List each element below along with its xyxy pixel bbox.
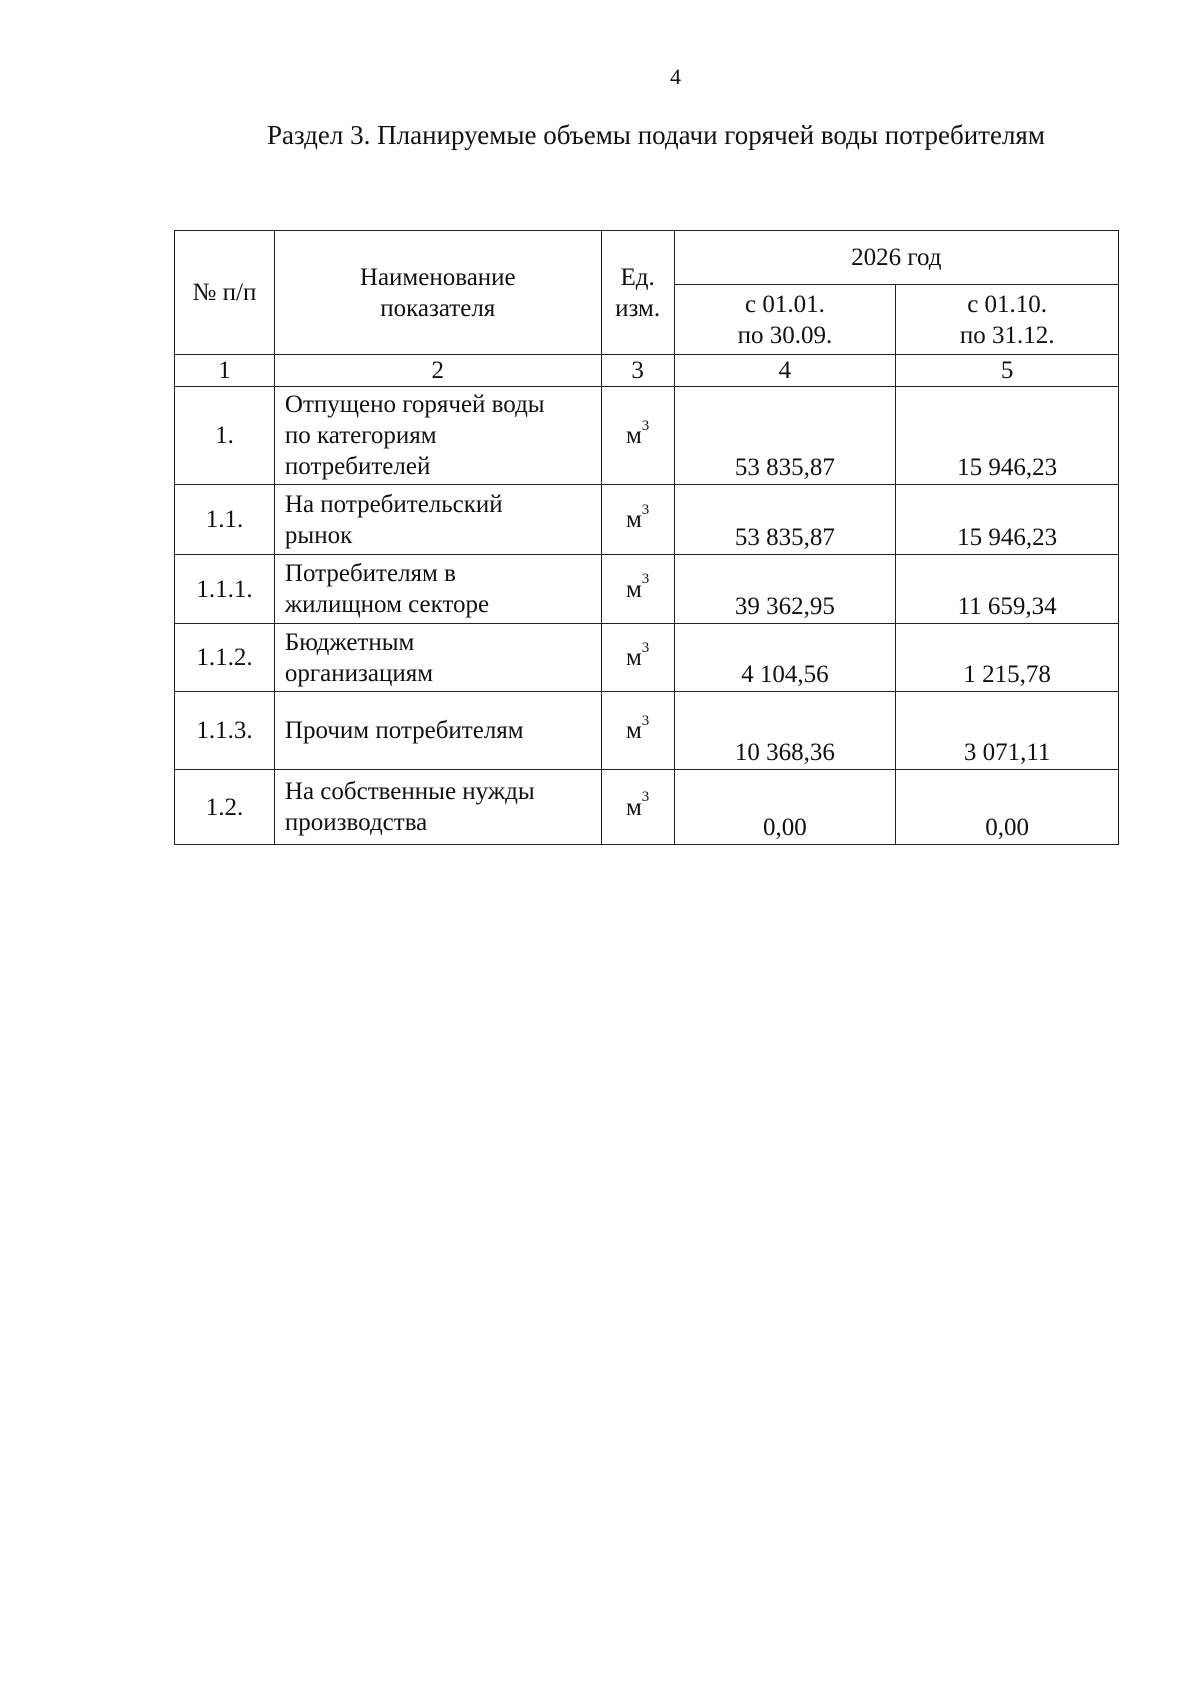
unit-base: м [625,793,642,821]
unit-exponent: 3 [641,501,650,518]
header-unit-line: Ед. [620,263,655,291]
header-num-label: № п/п [192,279,257,306]
value-period-2: 11 659,34 [896,555,1119,624]
indicator-name-line: жилищном секторе [284,591,490,618]
row-unit [601,692,674,770]
value-period-2: 1 215,78 [896,624,1119,692]
unit-exponent: 3 [641,712,650,729]
row-indicator-name [274,624,601,692]
table-row [175,624,1119,692]
value-period-1: 53 835,87 [674,485,896,555]
indicator-name-line: Отпущено горячей воды [284,391,545,418]
unit-base: м [625,644,642,671]
column-number: 1 [175,355,275,387]
value-period-2: 15 946,23 [896,485,1119,555]
row-number: 1.2. [175,770,275,845]
row-unit [601,770,674,845]
unit-base: м [625,422,642,449]
row-indicator-name [274,692,601,770]
indicator-name-line: по категориям [284,422,437,449]
row-unit [601,485,674,555]
indicator-name-line: производства [284,809,428,836]
indicator-name-line: организациям [284,659,434,687]
value-period-2: 0,00 [896,770,1119,845]
row-indicator-name [274,485,601,555]
section-title: Раздел 3. Планируемые объемы подачи горячей воды потребителям [267,120,1045,150]
column-number: 4 [674,355,896,387]
indicator-name-line: Бюджетным [284,628,415,656]
value-period-1: 0,00 [674,770,896,845]
header-name [274,231,601,355]
header-year [674,231,1118,285]
indicator-name-line: Потребителям в [284,560,456,587]
hot-water-volumes-table [174,230,1119,845]
row-unit [601,624,674,692]
header-unit-line: изм. [615,294,661,322]
unit-exponent: 3 [641,789,650,806]
indicator-name-line: рынок [284,521,353,549]
row-unit [601,555,674,624]
table-row [175,387,1119,485]
column-number: 5 [896,355,1119,387]
indicator-name-line: На потребительский [284,490,503,518]
header-name-line: Наименование [359,263,516,291]
row-number: 1. [175,387,275,485]
unit-base: м [625,506,642,533]
value-period-1: 39 362,95 [674,555,896,624]
table-row [175,485,1119,555]
column-number: 3 [601,355,674,387]
table-row [175,692,1119,770]
unit-exponent: 3 [641,417,650,434]
header-name-line: показателя [380,294,496,322]
row-number: 1.1.2. [175,624,275,692]
row-indicator-name [274,387,601,485]
header-period-1 [674,285,896,355]
page-number: 4 [670,64,681,89]
table-header-row [175,231,1119,285]
row-number: 1.1.1. [175,555,275,624]
unit-exponent: 3 [641,571,650,588]
indicator-name-line: Прочим потребителям [284,717,524,744]
header-period-line: с 01.01. [744,290,825,318]
column-number-row [175,355,1119,387]
unit-exponent: 3 [641,639,650,656]
row-number: 1.1. [175,485,275,555]
header-num [175,231,275,355]
value-period-1: 4 104,56 [674,624,896,692]
header-period-2 [896,285,1119,355]
header-period-line: по 30.09. [737,321,833,349]
table-row [175,555,1119,624]
unit-base: м [625,717,642,744]
header-period-line: по 31.12. [959,321,1055,349]
row-indicator-name [274,555,601,624]
table-row [175,770,1119,845]
header-year-label: 2026 год [851,244,942,271]
value-period-2: 3 071,11 [896,692,1119,770]
indicator-name-line: потребителей [284,453,431,480]
value-period-2: 15 946,23 [896,387,1119,485]
row-number: 1.1.3. [175,692,275,770]
unit-base: м [625,575,642,603]
indicator-name-line: На собственные нужды [284,778,535,805]
header-period-line: с 01.10. [967,290,1048,318]
value-period-1: 10 368,36 [674,692,896,770]
value-period-1: 53 835,87 [674,387,896,485]
column-number: 2 [274,355,601,387]
row-indicator-name [274,770,601,845]
header-unit [601,231,674,355]
row-unit [601,387,674,485]
